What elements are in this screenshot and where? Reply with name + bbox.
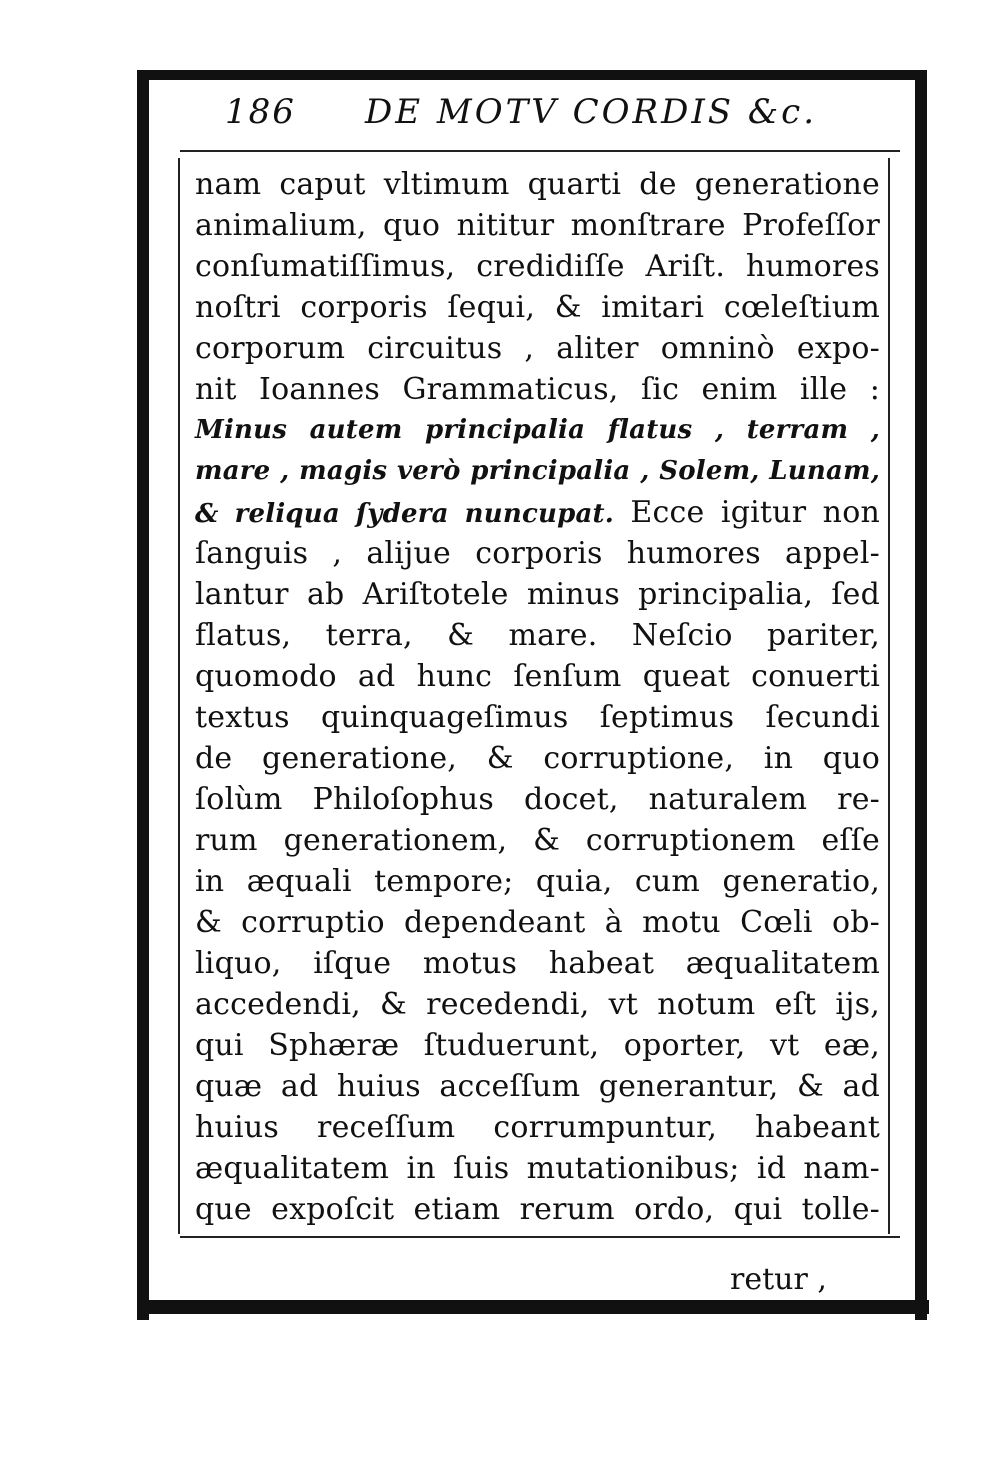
text-line: de generatione, & corruptione, in quo — [195, 741, 880, 776]
text-line: nam caput vltimum quarti de generatione — [195, 167, 880, 202]
text-line: æqualitatem in ſuis mutationibus; id nam- — [195, 1151, 880, 1186]
page-number: 186 — [225, 92, 296, 132]
text-line: noſtri corporis ſequi, & imitari cœleſtium — [195, 290, 880, 325]
text-line: & corruptio dependeant à motu Cœli ob- — [195, 905, 880, 940]
text-line: conſumatiſſimus, credidiſſe Ariſt. humores — [195, 249, 880, 284]
italic-quote-line: mare , magis verò principalia , Solem, Lunam, — [195, 456, 880, 486]
header-rule — [180, 150, 900, 152]
text-line: huius receſſum corrumpuntur, habeant — [195, 1110, 880, 1145]
text-line: nit Ioannes Grammaticus, ſic enim ille : — [195, 372, 880, 407]
text-line: lantur ab Ariſtotele minus principalia, ſed — [195, 577, 880, 612]
text-line: ſolùm Philoſophus docet, naturalem re- — [195, 782, 880, 817]
frame-bottom-bar — [137, 1300, 929, 1314]
text-line: rum generationem, & corruptionem eſſe — [195, 823, 880, 858]
text-line: que expoſcit etiam rerum ordo, qui tolle- — [195, 1192, 880, 1227]
bottom-rule — [180, 1236, 900, 1238]
catchword: retur , — [730, 1262, 827, 1297]
text-line: corporum circuitus , aliter omninò expo- — [195, 331, 880, 366]
text-line: textus quinquageſimus ſeptimus ſecundi — [195, 700, 880, 735]
text-line: quæ ad huius acceſſum generantur, & ad — [195, 1069, 880, 1104]
italic-quote-end: & reliqua ſydera nuncupat. — [195, 499, 614, 529]
running-header — [225, 92, 865, 140]
text-line: flatus, terra, & mare. Neſcio pariter, — [195, 618, 880, 653]
mixed-line — [195, 492, 880, 533]
text-line: liquo, iſque motus habeat æqualitatem — [195, 946, 880, 981]
running-title: DE MOTV CORDIS &c. — [365, 92, 818, 132]
text-line: animalium, quo nititur monſtrare Profeſſor — [195, 208, 880, 243]
text-line: ſanguis , alijue corporis humores appel- — [195, 536, 880, 571]
roman-text: Ecce igitur non — [630, 495, 880, 530]
text-line: quomodo ad hunc ſenſum queat conuerti — [195, 659, 880, 694]
italic-quote-line: Minus autem principalia flatus , terram , — [195, 415, 880, 445]
body-text — [195, 164, 880, 1230]
text-line: qui Sphæræ ſtuduerunt, oporter, vt eæ, — [195, 1028, 880, 1063]
text-line: in æquali tempore; quia, cum generatio, — [195, 864, 880, 899]
text-line: accedendi, & recedendi, vt notum eſt ijs, — [195, 987, 880, 1022]
